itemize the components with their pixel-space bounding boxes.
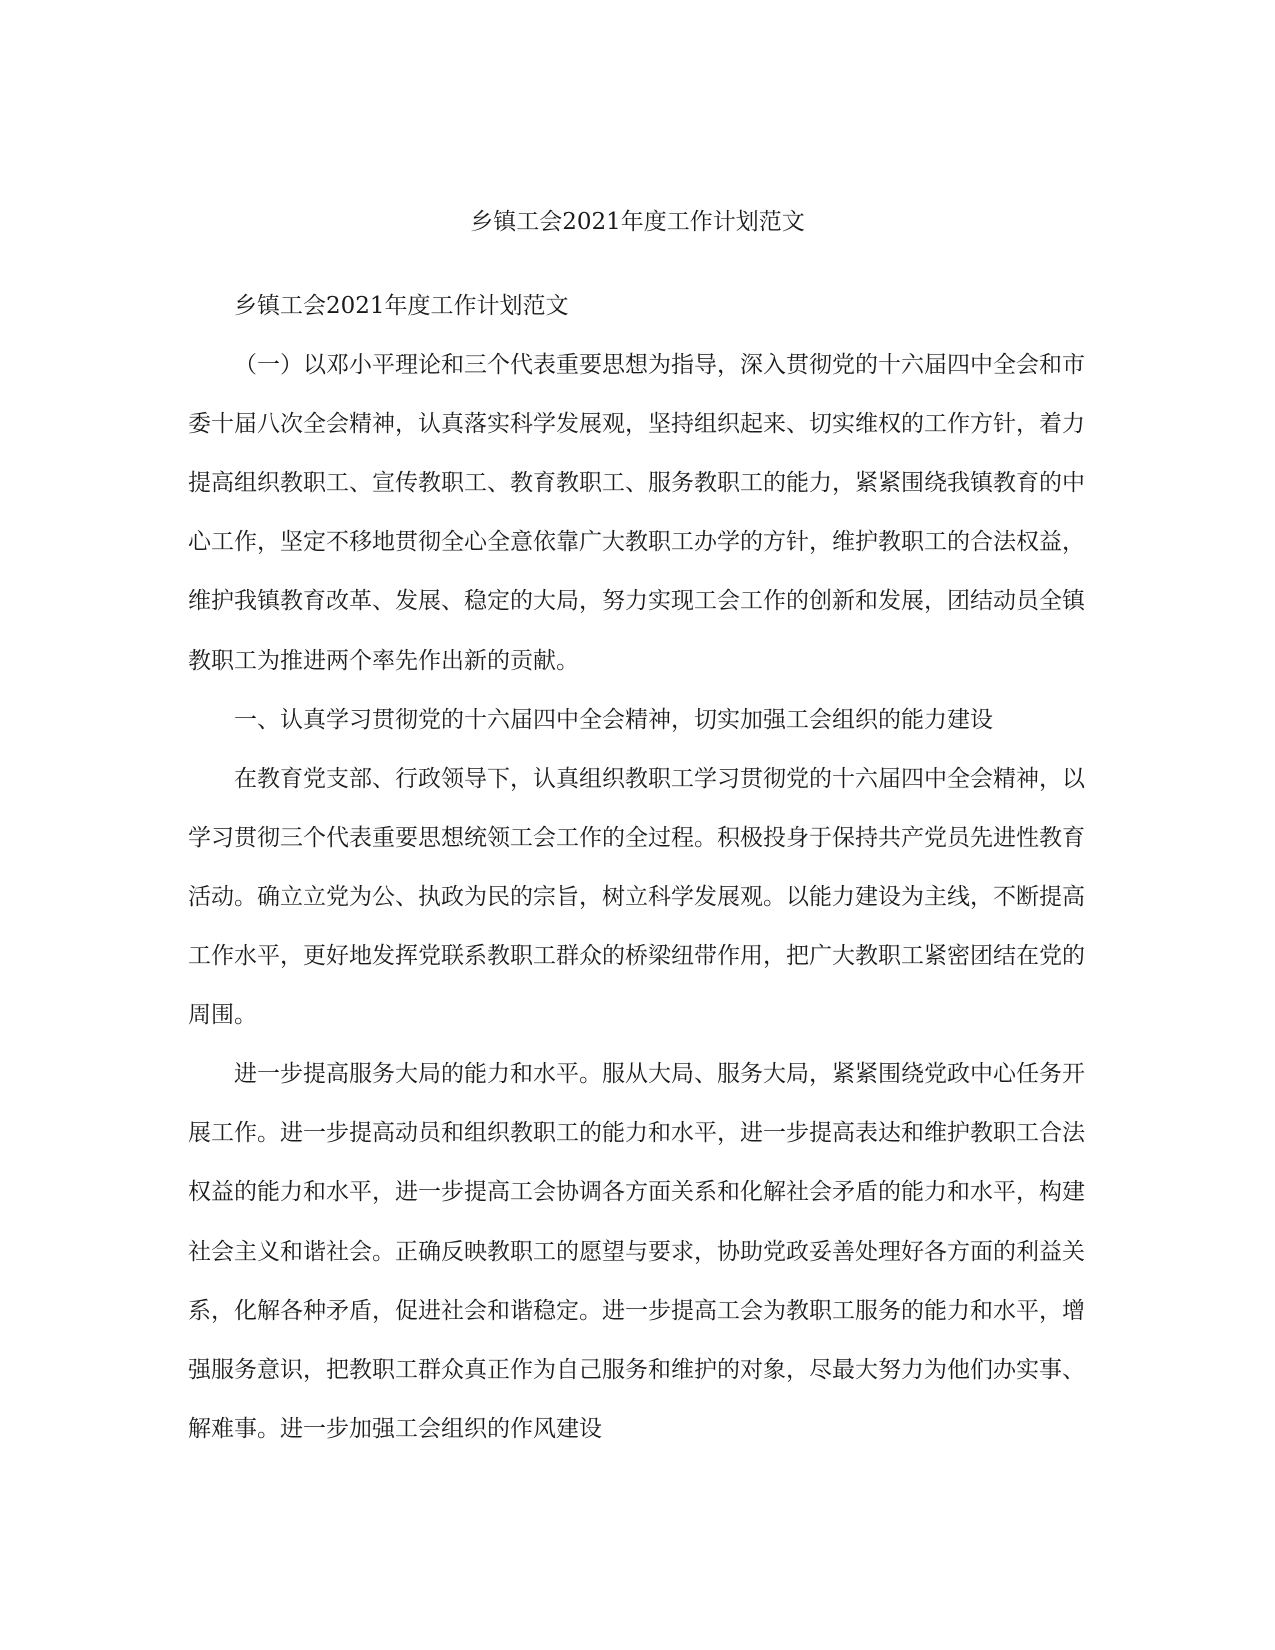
paragraph-subtitle: 乡镇工会2021年度工作计划范文 <box>234 293 569 319</box>
document-body <box>188 277 1085 1459</box>
paragraph-serve-overall-situation: 进一步提高服务大局的能力和水平。服从大局、服务大局，紧紧围绕党政中心任务开展工作。进一步提高动员和组织教职工的能力和水平，进一步提高表达和维护教职工合法权益的能力和水平，进一步提高工会协调各方面关系和化解社会矛盾的能力和水平，构建社会主义和谐社会。正确反映教职工的愿望与要求，协助党政妥善处理好各方面的利益关系，化解各种矛盾，促进社会和谐稳定。进一步提高工会为教职工服务的能力和水平，增强服务意识，把教职工群众真正作为自己服务和维护的对象，尽最大努力为他们办实事、解难事。进一步加强工会组织的作风建设 <box>188 1061 1085 1442</box>
paragraph-study-implementation: 在教育党支部、行政领导下，认真组织教职工学习贯彻党的十六届四中全会精神，以学习贯彻三个代表重要思想统领工会工作的全过程。积极投身于保持共产党员先进性教育活动。确立立党为公、执政为民的宗旨，树立科学发展观。以能力建设为主线，不断提高工作水平，更好地发挥党联系教职工群众的桥梁纽带作用，把广大教职工紧密团结在党的周围。 <box>188 765 1085 1029</box>
document-title: 乡镇工会2021年度工作计划范文 <box>470 209 805 235</box>
paragraph-guiding-principle: （一）以邓小平理论和三个代表重要思想为指导，深入贯彻党的十六届四中全会和市委十届八次全会精神，认真落实科学发展观，坚持组织起来、切实维权的工作方针，着力提高组织教职工、宣传教职工、教育教职工、服务教职工的能力，紧紧围绕我镇教育的中心工作，坚定不移地贯彻全心全意依靠广大教职工办学的方针，维护教职工的合法权益，维护我镇教育改革、发展、稳定的大局，努力实现工会工作的创新和发展，团结动员全镇教职工为推进两个率先作出新的贡献。 <box>188 352 1085 674</box>
section-heading-one: 一、认真学习贯彻党的十六届四中全会精神，切实加强工会组织的能力建设 <box>234 706 993 733</box>
